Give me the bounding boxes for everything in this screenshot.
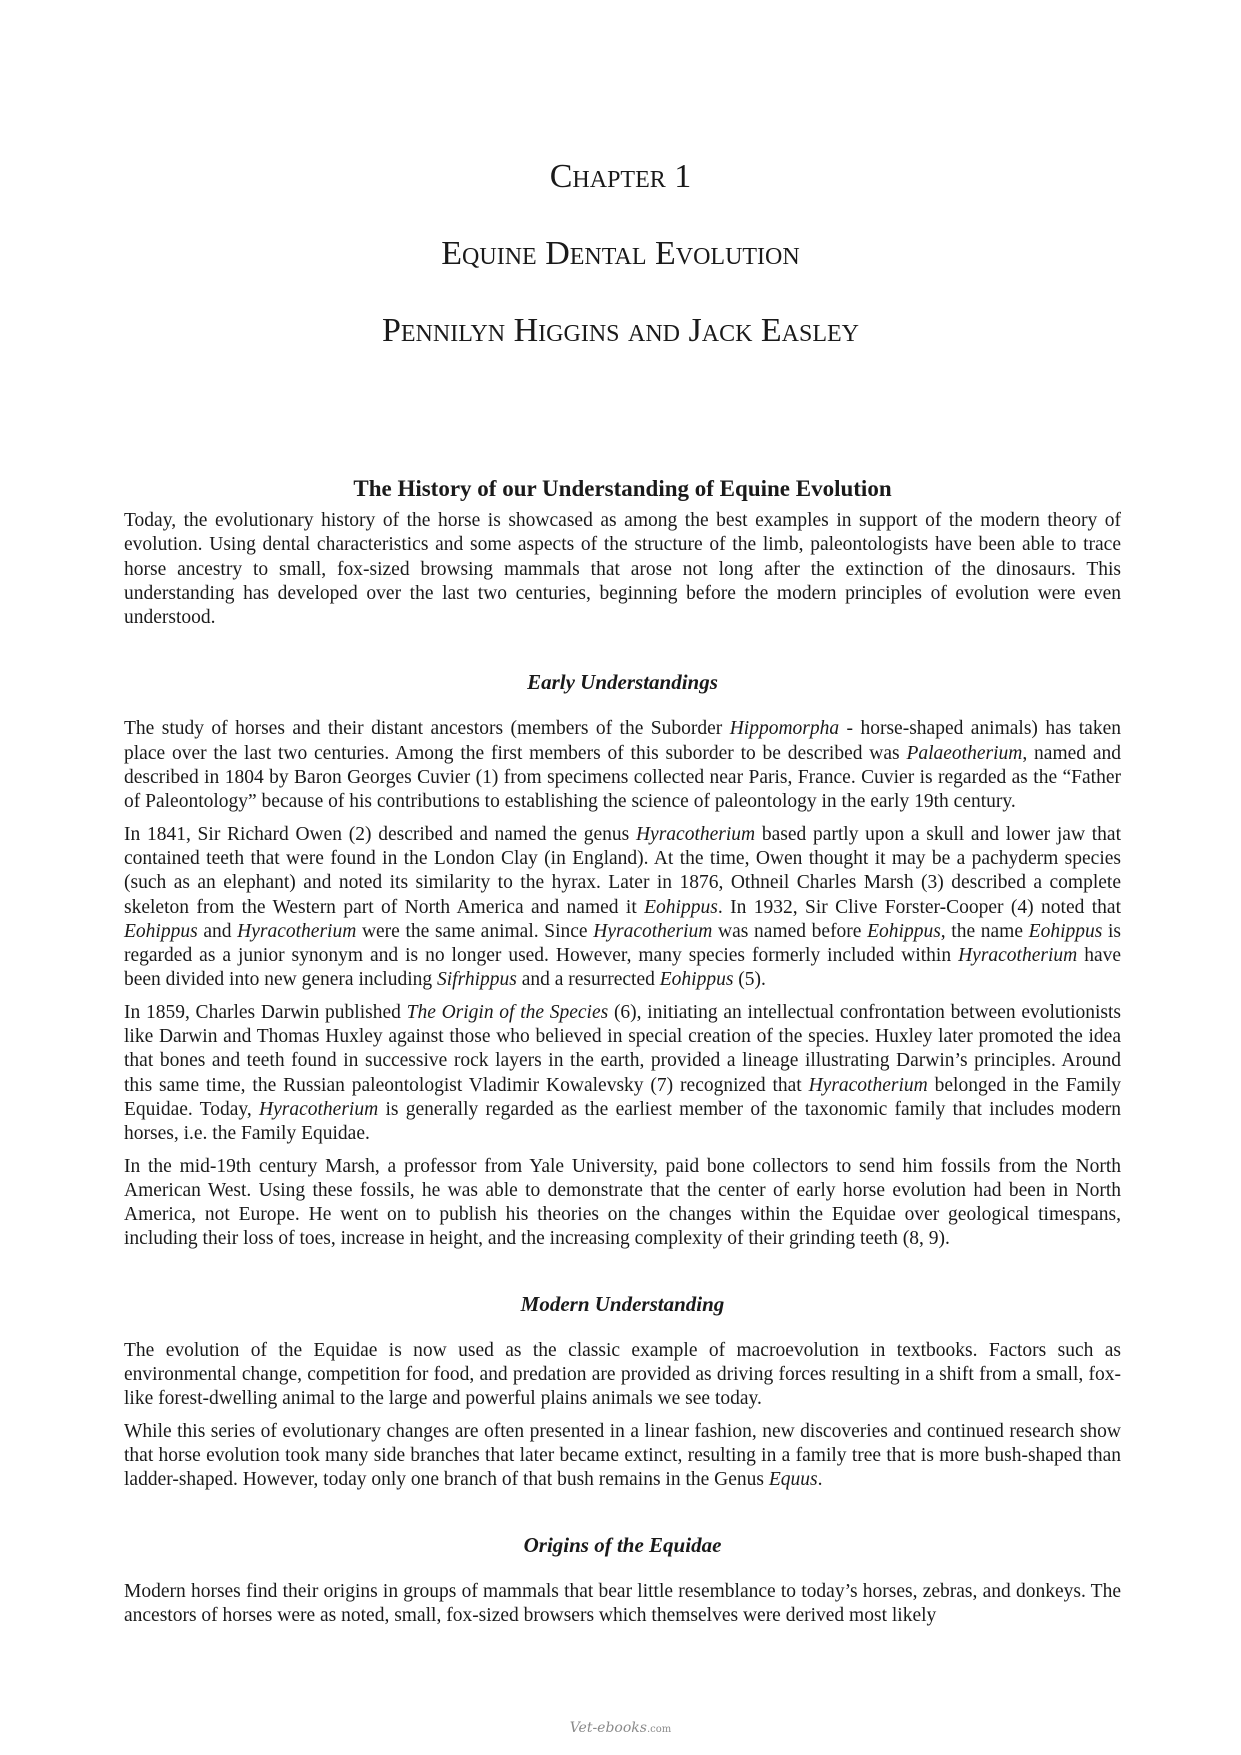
chapter-title: Equine Dental Evolution	[441, 235, 800, 272]
subsection-heading-modern: Modern Understanding	[520, 1291, 725, 1316]
chapter-label: Chapter 1	[549, 158, 692, 195]
paragraph-early-4: In the mid-19th century Marsh, a professor from Yale University, paid bone collectors to send him fossils from the North American West. Using these fossils, he was able to demonstrate that the center of early horse evolution had been in North America, not Europe. He went on to publish his theories on the changes within the Equidae over geological timespans, including their loss of toes, increase in height, and the increasing complexity of their grinding teeth (8, 9).	[124, 1155, 1121, 1250]
paragraph-modern-2: While this series of evolutionary changes are often presented in a linear fashion, new discoveries and continued research show that horse evolution took many side branches that later became extinct, resulting in a family tree that is more bush-shaped than ladder-shaped. However, today only one branch of that bush remains in the Genus Equus.	[124, 1420, 1121, 1491]
paragraph-early-1: The study of horses and their distant ancestors (members of the Suborder Hippomorpha - horse-shaped animals) has taken place over the last two centuries. Among the first members of this suborder to be described was Palaeotherium, named and described in 1804 by Baron Georges Cuvier (1) from specimens collected near Paris, France. Cuvier is regarded as the “Father of Paleontology” because of his contributions to establishing the science of paleontology in the early 19th century.	[124, 718, 1121, 813]
subsection-heading-origins: Origins of the Equidae	[523, 1532, 722, 1557]
section-heading: The History of our Understanding of Equine Evolution	[353, 476, 892, 501]
watermark-logo: Vet-ebooks.com	[569, 1720, 672, 1736]
paragraph-early-2: In 1841, Sir Richard Owen (2) described and named the genus Hyracotherium based partly upon a skull and lower jaw that contained teeth that were found in the London Clay (in England). At the time, Owen thought it may be a pachyderm species (such as an elephant) and noted its similarity to the hyrax. Later in 1876, Othneil Charles Marsh (3) described a complete skeleton from the Western part of North America and named it Eohippus. In 1932, Sir Clive Forster-Cooper (4) noted that Eohippus and Hyracotherium were the same animal. Since Hyracotherium was named before Eohippus, the name Eohippus is regarded as a junior synonym and is no longer used. However, many species formerly included within Hyracotherium have been divided into new genera including Sifrhippus and a resurrected Eohippus (5).	[124, 823, 1122, 991]
intro-paragraph: Today, the evolutionary history of the horse is showcased as among the best examples in support of the modern theory of evolution. Using dental characteristics and some aspects of the structure of the limb, paleontologists have been able to trace horse ancestry to small, fox-sized browsing mammals that arose not long after the extinction of the dinosaurs. This understanding has developed over the last two centuries, beginning before the modern principles of evolution were even understood.	[124, 510, 1121, 629]
subsection-heading-early: Early Understandings	[527, 670, 718, 695]
paragraph-origins-1: Modern horses find their origins in groups of mammals that bear little resemblance to today’s horses, zebras, and donkeys. The ancestors of horses were as noted, small, fox-sized browsers which themselves were derived most likely	[124, 1580, 1121, 1626]
paragraph-modern-1: The evolution of the Equidae is now used as the classic example of macroevolution in textbooks. Factors such as environmental change, competition for food, and predation are provided as driving forces resulting in a shift from a small, fox-like forest-dwelling animal to the large and powerful plains animals we see today.	[124, 1339, 1121, 1410]
paragraph-early-3: In 1859, Charles Darwin published The Origin of the Species (6), initiating an intellectual confrontation between evolutionists like Darwin and Thomas Huxley against those who believed in special creation of the species. Huxley later promoted the idea that bones and teeth found in successive rock layers in the earth, provided a lineage illustrating Darwin’s principles. Around this same time, the Russian paleontologist Vladimir Kowalevsky (7) recognized that Hyracotherium belonged in the Family Equidae. Today, Hyracotherium is generally regarded as the earliest member of the taxonomic family that includes modern horses, i.e. the Family Equidae.	[124, 1001, 1122, 1145]
chapter-authors: Pennilyn Higgins and Jack Easley	[381, 312, 860, 349]
body-text	[124, 476, 1121, 1636]
